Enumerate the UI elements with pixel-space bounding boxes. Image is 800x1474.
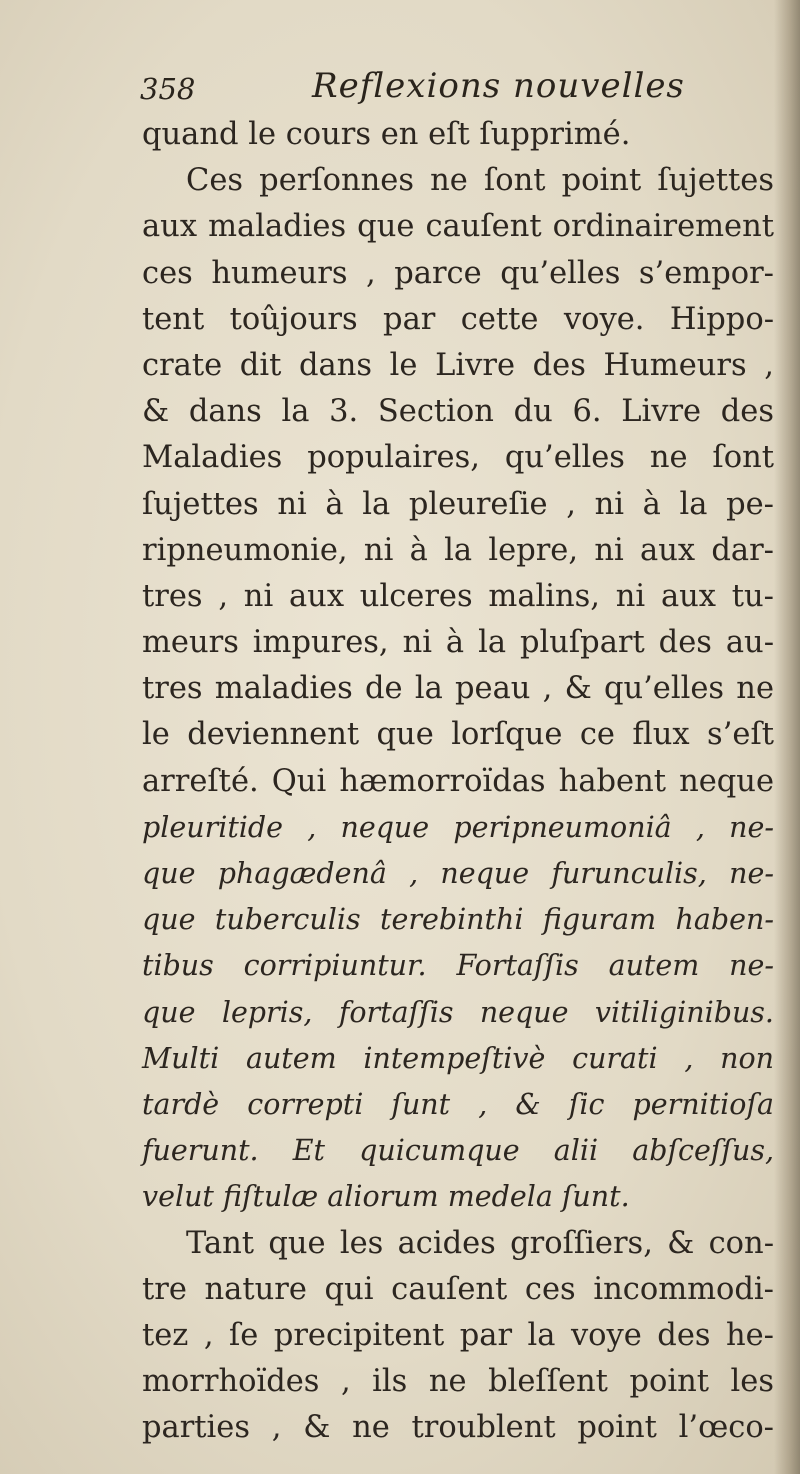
text-line: ſujettes ni à la pleureſie , ni à la pe- [142, 486, 774, 522]
body-text [142, 112, 774, 1451]
text-line: tibus corripiuntur. Fortaſſis autem ne- [142, 949, 774, 983]
text-line: le deviennent que lorſque ce flux s’eſt [142, 717, 774, 753]
page-gutter-shadow [774, 0, 800, 1474]
text-line: Ces perſonnes ne ſont point ſujettes [186, 163, 774, 199]
text-line: arreſté. Qui hæmorroïdas habent neque [142, 763, 774, 799]
text-line: fuerunt. Et quicumque alii abſceſſus, [142, 1134, 774, 1168]
page-number: 358 [140, 72, 196, 106]
page-header [140, 62, 760, 110]
text-line: que phagædenâ , neque furunculis, ne- [142, 857, 774, 890]
text-line: morrhoïdes , ils ne bleſſent point les [142, 1364, 774, 1400]
text-line: Maladies populaires, qu’elles ne ſont [142, 440, 774, 476]
text-line: tres , ni aux ulceres malins, ni aux tu- [142, 578, 774, 614]
running-title: Reflexions nouvelles [312, 66, 685, 106]
text-line: Multi autem intempeſtivè curati , non [142, 1041, 774, 1075]
text-line: meurs impures, ni à la pluſpart des au- [142, 625, 774, 661]
text-line: velut fiſtulæ aliorum medela ſunt. [142, 1180, 630, 1214]
text-line: pleuritide , neque peripneumoniâ , ne- [142, 810, 774, 844]
text-line: que tuberculis terebinthi figuram haben- [142, 903, 774, 937]
text-line: & dans la 3. Section du 6. Livre des [142, 394, 774, 430]
text-line: tardè correpti ſunt , & ſic pernitioſa [142, 1087, 774, 1121]
text-line: tres maladies de la peau , & qu’elles ne [142, 671, 774, 707]
text-line: aux maladies que cauſent ordinairement [142, 209, 774, 245]
text-line: crate dit dans le Livre des Humeurs , [142, 347, 774, 383]
text-line: ces humeurs , parce qu’elles s’empor- [142, 255, 774, 291]
text-line: quand le cours en eſt ſupprimé. [142, 117, 631, 152]
text-line: tre nature qui cauſent ces incommodi- [142, 1271, 774, 1307]
text-line: que lepris, fortaſſis neque vitiliginibus. [142, 995, 774, 1029]
text-line: ripneumonie, ni à la lepre, ni aux dar- [142, 532, 774, 568]
text-line: parties , & ne troublent point l’œco- [142, 1410, 774, 1446]
text-line: tez , ſe precipitent par la voye des he- [142, 1317, 774, 1353]
text-line: tent toûjours par cette voye. Hippo- [142, 301, 774, 337]
text-line: Tant que les acides groſſiers, & con- [186, 1225, 774, 1261]
